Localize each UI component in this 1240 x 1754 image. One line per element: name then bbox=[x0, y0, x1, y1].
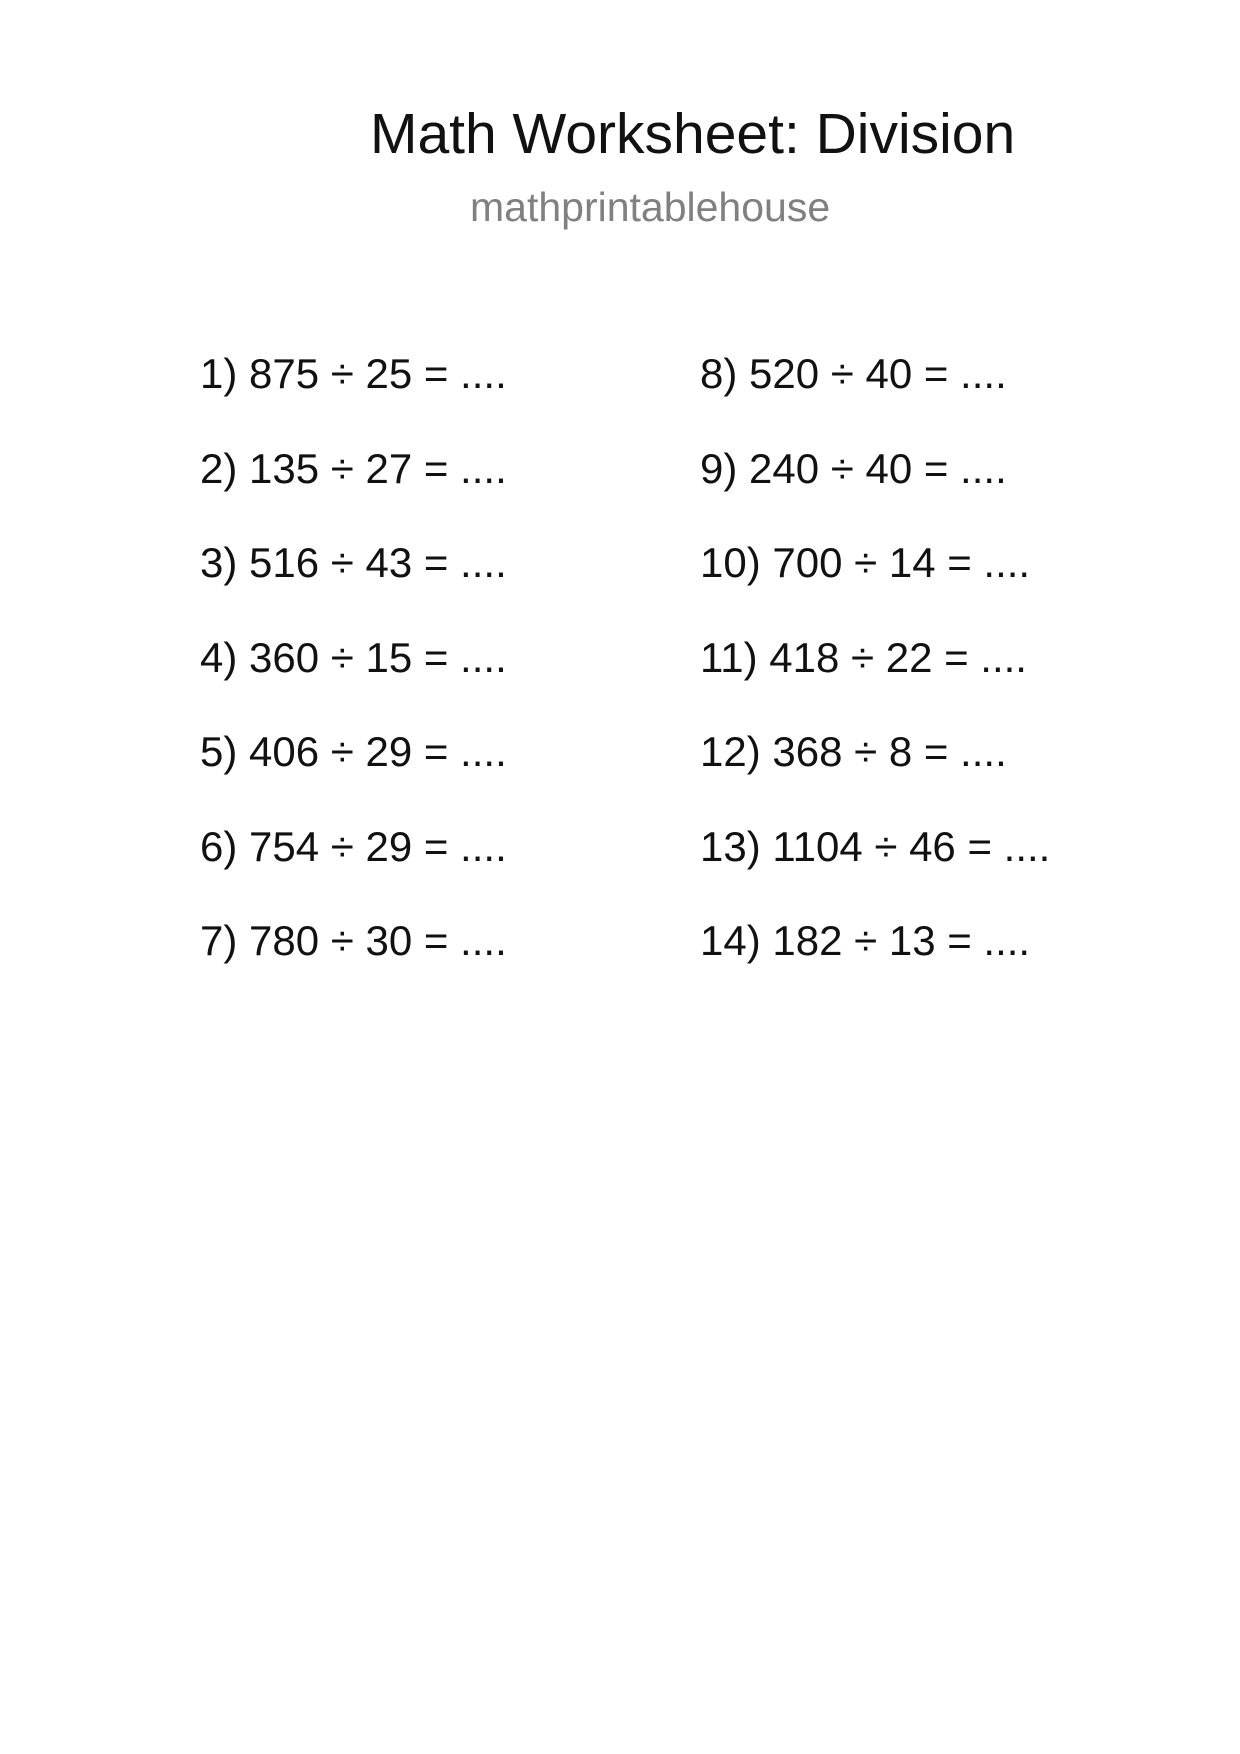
problem-13: 13) 1104 ÷ 46 = .... bbox=[700, 822, 1051, 870]
page-title: Math Worksheet: Division bbox=[370, 102, 1016, 166]
problem-column-right bbox=[700, 347, 1200, 1009]
problem-2: 2) 135 ÷ 27 = .... bbox=[200, 444, 507, 492]
problem-8: 8) 520 ÷ 40 = .... bbox=[700, 350, 1007, 397]
problem-10: 10) 700 ÷ 14 = .... bbox=[700, 539, 1031, 586]
problem-9: 9) 240 ÷ 40 = .... bbox=[700, 444, 1007, 492]
problem-7: 7) 780 ÷ 30 = .... bbox=[200, 917, 507, 964]
problem-14: 14) 182 ÷ 13 = .... bbox=[700, 917, 1031, 964]
problem-3: 3) 516 ÷ 43 = .... bbox=[200, 539, 507, 586]
problem-column-left bbox=[200, 347, 700, 1009]
problem-4: 4) 360 ÷ 15 = .... bbox=[200, 633, 507, 681]
problem-6: 6) 754 ÷ 29 = .... bbox=[200, 822, 507, 870]
site-name: mathprintablehouse bbox=[470, 184, 831, 230]
problem-5: 5) 406 ÷ 29 = .... bbox=[200, 728, 507, 775]
problem-1: 1) 875 ÷ 25 = .... bbox=[200, 350, 507, 397]
problem-11: 11) 418 ÷ 22 = .... bbox=[700, 633, 1027, 681]
problem-12: 12) 368 ÷ 8 = .... bbox=[700, 728, 1007, 775]
